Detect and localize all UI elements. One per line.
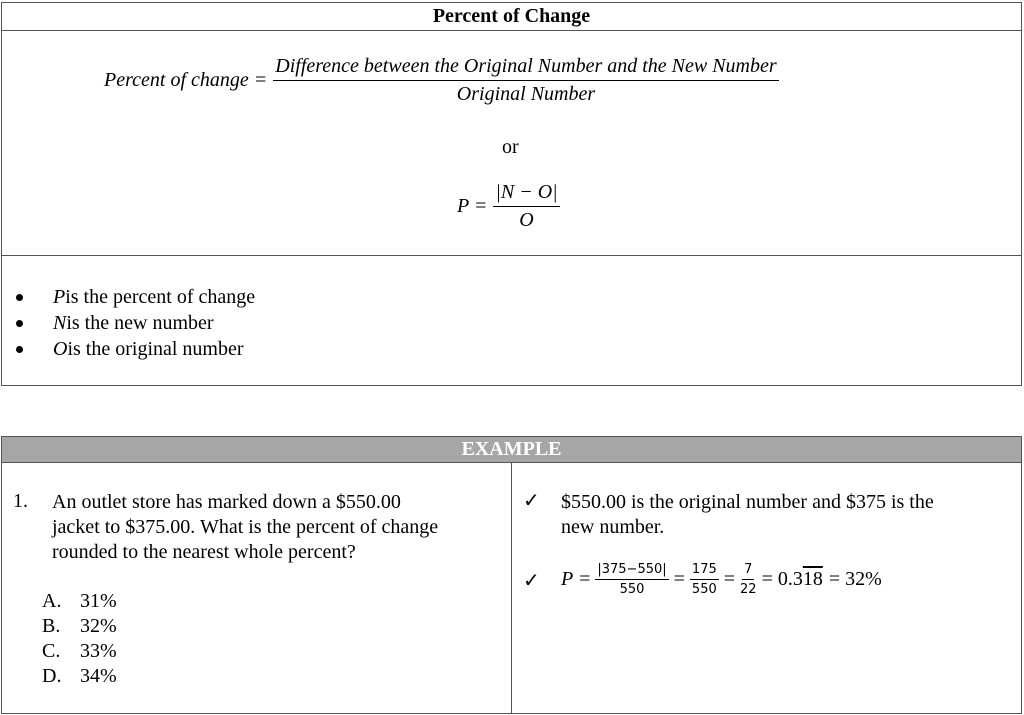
- list-item: P is the percent of change: [14, 284, 255, 310]
- list-item: O is the original number: [14, 336, 255, 362]
- formula-lhs: Percent of change =: [104, 69, 268, 91]
- check-icon: ✓: [523, 488, 540, 512]
- example-divider: [511, 462, 512, 713]
- question-text: An outlet store has marked down a $550.00 jacket to $375.00. What is the percent of change rounded to the nearest whole percent?: [52, 491, 439, 563]
- formula-fraction: [273, 55, 778, 106]
- calc-fraction-2: $\frac{175}{550}$: [691, 562, 717, 597]
- option-a: A. 31%: [42, 590, 117, 612]
- formula-numerator: Difference between the Original Number and the New Number: [273, 55, 778, 81]
- short-denominator: O: [519, 209, 534, 231]
- short-numerator: |N − O|: [493, 181, 559, 207]
- option-d: D. 34%: [42, 665, 117, 687]
- option-c: C. 33%: [42, 640, 117, 662]
- long-formula: [104, 55, 779, 106]
- variable-list: [14, 284, 255, 362]
- answer-options: [42, 590, 117, 690]
- option-b: B. 32%: [42, 615, 117, 637]
- formula-denominator: Original Number: [456, 83, 596, 105]
- solution-text: $550.00 is the original number and $375 is the new number.: [561, 491, 934, 538]
- list-item: N is the new number: [14, 310, 255, 336]
- short-formula: [457, 181, 560, 232]
- definition-box: [1, 2, 1022, 256]
- bullet-icon: [16, 294, 23, 301]
- bullet-icon: [16, 320, 23, 327]
- definition-title: Percent of Change: [2, 3, 1021, 31]
- check-icon: ✓: [523, 568, 540, 592]
- solution-calculation: P = $\frac{|375-550|}{550}$ = $\frac{175}{550}$ = $\frac{7}{22}$ = 0.318 = 32%: [561, 562, 882, 597]
- question-number: 1.: [13, 490, 28, 512]
- or-text: or: [502, 136, 519, 158]
- short-fraction: [493, 181, 559, 232]
- calc-decimal: = 0.318: [761, 568, 823, 590]
- example-header: EXAMPLE: [2, 437, 1021, 463]
- calc-fraction-3: $\frac{7}{22}$: [740, 562, 757, 597]
- short-lhs: P =: [457, 195, 488, 217]
- calc-fraction-1: $\frac{|375-550|}{550}$: [597, 562, 667, 597]
- bullet-icon: [16, 346, 23, 353]
